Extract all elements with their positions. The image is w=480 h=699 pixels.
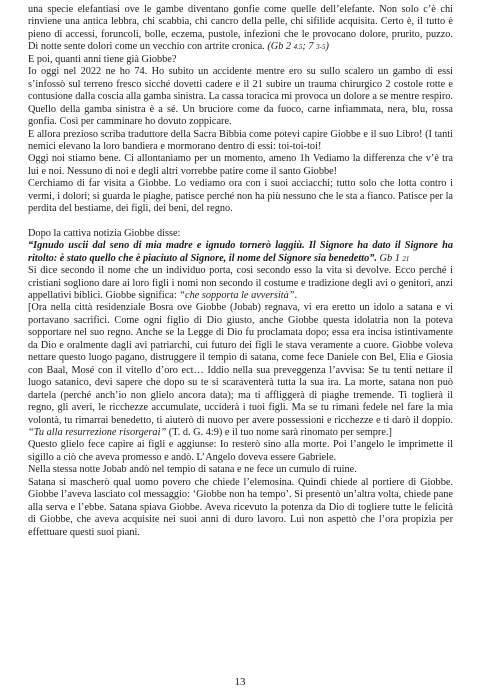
paragraph: Dopo la cattiva notizia Giobbe disse: [28, 227, 181, 239]
bible-reference: Gb 1 21 [379, 252, 410, 264]
paragraph: Io oggi nel 2022 ne ho 74. Ho subito un accidente mentre ero su sullo scalero un gambo di essi s’infossò sul terreno fresco sicché dovetti cadere e il 21 subire un trauma chirurgico 2 costole rotte e contusione dalla coscia alla gamba sinistra. La cassa toracica mi provoca un dolore a se mentre respiro. Quello della gamba sinistra è a sé. Un bruciore come da fuoco, carne infiammata, nera, blu, rossa gonfia. Così per camminare ho dovuto zoppicare. [28, 66, 453, 128]
scripture-quote: “Ignudo uscii dal seno di mia madre e ignudo tornerò laggiù. Il Signore ha dato il Signore ha ritolto: è stato quello che è piaciuto al Signore, il nome del Signore sia benedetto”. Gb 1 21 [28, 240, 453, 264]
page-number: 13 [234, 676, 246, 688]
paragraph: E allora prezioso scriba traduttore della Sacra Bibbia come potevi capire Giobbe e il suo Libro! (I tanti nemici elevano la loro bandiera e mormorano dentro di essi: toi-toi-toi! [28, 128, 453, 152]
bible-reference: (Gb 2 4.5; 7 3-5) [267, 41, 329, 53]
paragraph: Questo glielo fece capire ai figli e aggiunse: Io resterò sino alla morte. Poi l’angelo le imprimette il sigillo a ciò che aveva promesso e andò. L’Angelo doveva essere Gabriele. [28, 439, 453, 463]
paragraph: E poi, quanti anni tiene già Giobbe? [28, 53, 177, 65]
paragraph: una specie elefantiasi ove le gambe diventano gonfie come quelle dell’elefante. Non solo c’è chi rinviene una antica lebbra, chi scabbia, chi cancro della pelle, chi sifilide acquisita. Certo è, il tutto è pieno di accessi, foruncoli, bolle, eczema, pustole, infezioni che le provocano dolore, prurito, puzzo. Di notte sente dolori come un vecchio con artrite cronica. (Gb 2 4.5; 7 3-5) [28, 4, 453, 53]
paragraph: Nella stessa notte Jobab andò nel tempio di satana e ne fece un cumulo di ruine. [28, 464, 357, 476]
paragraph: Cerchiamo di far visita a Giobbe. Lo vediamo ora con i suoi acciacchi; tutto solo che lotta contro i vermi, i dolori; si guarda le piaghe, patisce perché non ha più nessuno che le sta a fianco. Patisce per la perdita del bestiame, dei figli, dei beni, del regno. [28, 178, 453, 215]
paragraph: Si dice secondo il nome che un individuo porta, così secondo esso la vita si devolve. Ecco perché i cristiani sogliono dare ai loro figli i nomi non secondo il costume e tradizione degli avi o genitori, anzi appellativi biblici. Giobbe significa: “che sopporta le avversità”. [28, 265, 453, 301]
paragraph: Satana si mascherò qual uomo povero che chiede l’elemosina. Quindi chiede al portiere di Giobbe. Giobbe l’aveva lasciato col messaggio: ‘Giobbe non ha tempo’. Si presentò un’altra volta, chiede pane alla serva e l’ebbe. Satana spiava Giobbe. Aveva ricevuto la potenza da Dio di togliere tutte le felicità di Giobbe, che aveva acquisite nei suoi anni di duro lavoro. Lui non aspettò che l’ora propizia per effettuare questi suoi piani. [28, 476, 453, 538]
body-text [28, 4, 453, 539]
paragraph: [Ora nella città residenziale Bosra ove Giobbe (Jobab) regnava, vi era eretto un idolo a satana e vi portavano sacrifici. Come ogni figlio di Dio giusto, anche Giobbe questa idolatria non la poteva sopportare nel suo regno. Anche se la Legge di Dio fu proclamata dopo; essa era incisa istintivamente da Dio e oralmente dagli avi patriarchi, cui futuro dei figli le stava veramente a cuore. Giobbe voleva nettare questo luogo pagano, distruggere il tempio di satana, come fece Daniele con Bel, Elia e Giosia con Baal, Mosé con il vitello d’oro ect… Iddio nella sua preveggenza l’avvisa: Se tu tenti nettare il luogo satanico, devi sapere che dopo su te si scaraventerà tutta la sua ira. La morte, satana non può dartela (perché anch’io non glielo ancora data); ma ti affliggerà di piaghe tremende. Ti toglierà il regno, gli averi, le ricchezze accumulate, ucciderà i tuoi figli. Ma se tu rimani fedele nel fare la mia volontà, tu rimarrai benedetto, ti aiuterò di nuovo per avere possessioni e ricchezze e ti darò il doppio. “Tu alla resurrezione risorgerai” (T. d. G. 4:9) e il tuo nome sarà rinomato per sempre.] [28, 302, 453, 438]
paragraph: Oggi noi stiamo bene. Ci allontaniamo per un momento, ameno 1h Vediamo la differenza che v’è tra lui e noi. Nessuno di noi e degli altri vorrebbe patire come il santo Giobbe! [28, 153, 453, 177]
